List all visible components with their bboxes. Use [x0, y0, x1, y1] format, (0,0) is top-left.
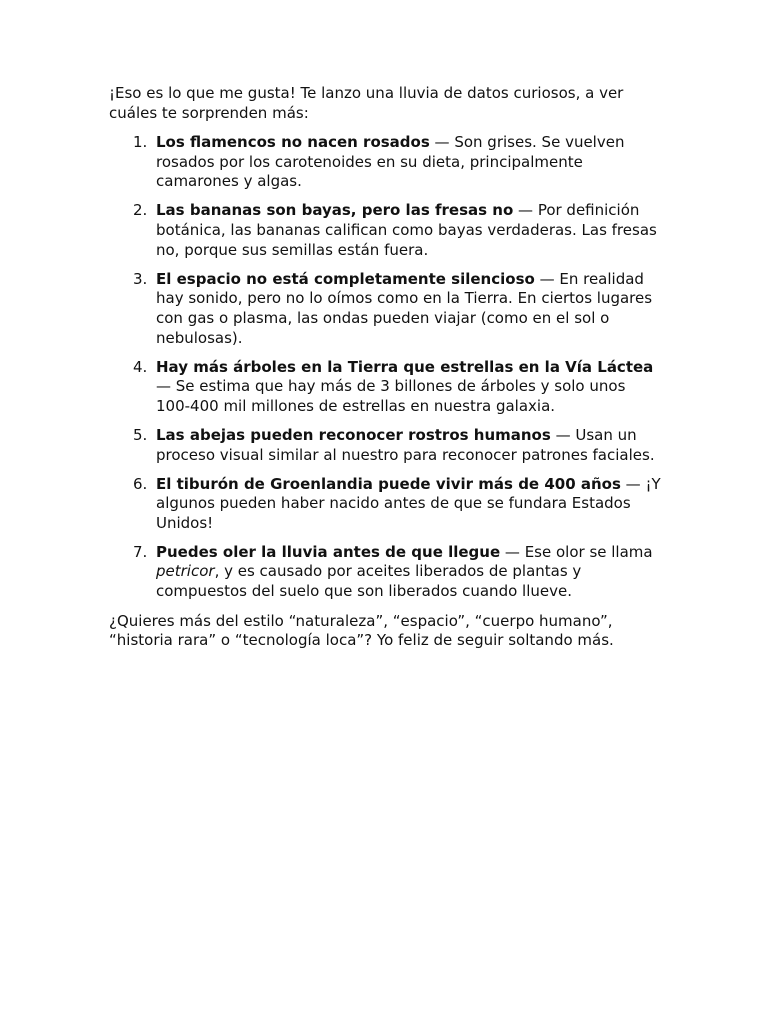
list-item — [109, 201, 661, 260]
list-item-number: 6. — [133, 474, 148, 493]
list-item — [109, 270, 661, 348]
fact-dash: — — [534, 269, 560, 288]
list-item-number: 4. — [133, 357, 148, 376]
facts-list — [109, 133, 661, 601]
fact-title: Puedes oler la lluvia antes de que llegue — [156, 542, 501, 561]
fact-body-italic: petricor — [156, 562, 215, 581]
message-content — [109, 84, 661, 651]
fact-body: Son grises. Se vuelven rosados por los carotenoides en su dieta, principalmente camarones y algas. — [156, 133, 625, 191]
intro-paragraph: ¡Eso es lo que me gusta! Te lanzo una lluvia de datos curiosos, a ver cuáles te sorprenden más: — [109, 84, 624, 122]
fact-title: Hay más árboles en la Tierra que estrellas en la Vía Láctea — [156, 357, 654, 376]
fact-dash: — — [156, 377, 176, 396]
fact-body: Por definición botánica, las bananas califican como bayas verdaderas. Las fresas no, porque sus semillas están fuera. — [156, 201, 657, 259]
fact-dash: — — [513, 201, 538, 220]
fact-title: El tiburón de Groenlandia puede vivir más de 400 años — [156, 474, 621, 493]
list-item — [109, 358, 661, 417]
list-item-number: 2. — [133, 201, 148, 220]
outro-paragraph: ¿Quieres más del estilo “naturaleza”, “espacio”, “cuerpo humano”, “historia rara” o “tecnología loca”? Yo feliz de seguir soltando más. — [109, 611, 614, 650]
fact-dash: — — [500, 542, 525, 561]
fact-body: Ese olor se llama — [524, 542, 653, 561]
list-item-number: 1. — [133, 133, 148, 152]
list-item-number: 5. — [133, 425, 148, 444]
fact-title: Los flamencos no nacen rosados — [156, 133, 430, 152]
fact-body: Se estima que hay más de 3 billones de árboles y solo unos 100-400 mil millones de estrellas en nuestra galaxia. — [156, 377, 626, 415]
fact-dash: — — [550, 425, 576, 444]
list-item — [109, 475, 661, 534]
fact-title: Las abejas pueden reconocer rostros humanos — [156, 425, 551, 444]
fact-dash: — — [620, 474, 646, 493]
fact-body: En realidad hay sonido, pero no lo oímos como en la Tierra. En ciertos lugares con gas o plasma, las ondas pueden viajar (como en el sol o nebulosas). — [156, 269, 653, 347]
fact-title: El espacio no está completamente silencioso — [156, 269, 535, 288]
fact-dash: — — [429, 133, 455, 152]
fact-title: Las bananas son bayas, pero las fresas no — [156, 201, 514, 220]
fact-body-continued: , y es causado por aceites liberados de plantas y compuestos del suelo que son liberados cuando llueve. — [156, 562, 582, 601]
list-item-number: 3. — [133, 269, 148, 288]
list-item — [109, 426, 661, 465]
list-item-number: 7. — [133, 542, 148, 561]
list-item — [109, 133, 661, 192]
fact-body: ¡Y algunos pueden haber nacido antes de que se fundara Estados Unidos! — [156, 474, 661, 532]
list-item — [109, 543, 661, 602]
fact-body: Usan un proceso visual similar al nuestro para reconocer patrones faciales. — [156, 425, 655, 464]
